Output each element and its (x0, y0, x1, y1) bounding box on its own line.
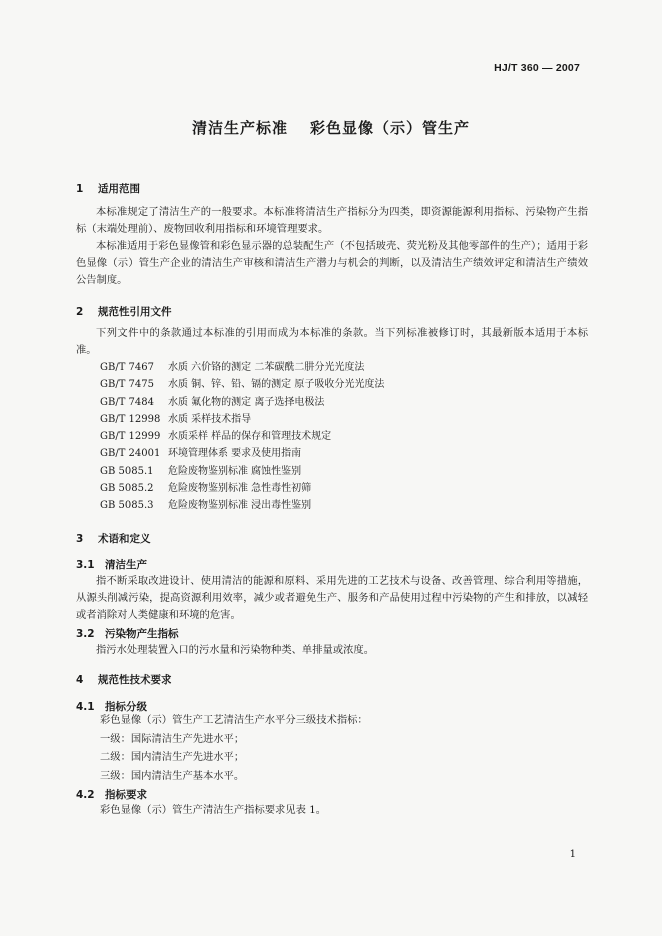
section-number: 1 (76, 183, 84, 195)
section-number: 3.1 (76, 559, 95, 571)
section-number: 4 (76, 674, 84, 686)
section-4-heading (76, 672, 172, 687)
section-number: 3 (76, 533, 84, 545)
section-3-1-paragraph: 指不断采取改进设计、使用清洁的能源和原料、采用先进的工艺技术与设备、改善管理、综合利用等措施，从源头削减污染，提高资源利用效率，减少或者避免生产、服务和产品使用过程中污染物的产生和排放，以减轻或者消除对人类健康和环境的危害。 (76, 575, 588, 621)
reference-name: 危险废物鉴别标准 腐蚀性鉴别 (168, 465, 302, 477)
standard-code: HJ/T 360 — 2007 (494, 62, 580, 74)
reference-item (100, 445, 384, 462)
section-1-paragraph-2: 本标准适用于彩色显像管和彩色显示器的总装配生产（不包括玻壳、荧光粉及其他零部件的生产）；适用于彩色显像（示）管生产企业的清洁生产审核和清洁生产潜力与机会的判断，以及清洁生产绩效评定和清洁生产绩效公告制度。 (76, 240, 588, 286)
reference-name: 水质 氟化物的测定 离子选择电极法 (168, 396, 325, 408)
list-item: 彩色显像（示）管生产工艺清洁生产水平分三级技术指标： (100, 714, 368, 726)
section-title: 规范性引用文件 (98, 306, 172, 318)
section-number: 4.2 (76, 789, 95, 801)
section-1-paragraph-1: 本标准规定了清洁生产的一般要求。本标准将清洁生产指标分为四类，即资源能源利用指标、污染物产生指标（末端处理前）、废物回收利用指标和环境管理要求。 (76, 206, 588, 235)
grade-list (100, 711, 368, 785)
section-title: 术语和定义 (98, 533, 151, 545)
section-number: 2 (76, 306, 84, 318)
reference-code: GB/T 7467 (100, 362, 155, 373)
reference-name: 水质 六价铬的测定 二苯碳酰二肼分光光度法 (168, 362, 365, 373)
section-title: 指标要求 (105, 789, 147, 801)
section-title: 清洁生产 (105, 559, 147, 571)
list-item: 三级：国内清洁生产基本水平。 (100, 769, 245, 782)
reference-code: GB/T 12998 (100, 413, 161, 425)
section-4-2-paragraph: 彩色显像（示）管生产清洁生产指标要求见表 1。 (100, 804, 327, 816)
reference-item (100, 359, 384, 376)
title-part-2: 彩色显像（示）管生产 (310, 119, 471, 137)
reference-name: 环境管理体系 要求及使用指南 (168, 448, 302, 460)
section-1-heading (76, 181, 140, 196)
section-2-paragraph: 下列文件中的条款通过本标准的引用而成为本标准的条款。当下列标准被修订时，其最新版本适用于本标准。 (76, 327, 588, 356)
list-item: 二级：国内清洁生产先进水平； (100, 751, 245, 763)
reference-name: 水质 采样技术指导 (168, 413, 252, 425)
section-2-heading (76, 304, 172, 319)
section-number: 4.1 (76, 701, 95, 713)
reference-name: 危险废物鉴别标准 急性毒性初筛 (168, 483, 312, 495)
reference-code: GB/T 12999 (100, 431, 161, 443)
section-3-heading (76, 531, 151, 546)
reference-item (100, 480, 384, 497)
section-title: 规范性技术要求 (98, 674, 172, 686)
section-title: 污染物产生指标 (105, 628, 179, 640)
reference-code: GB 5085.2 (100, 483, 154, 495)
list-item: 一级：国际清洁生产先进水平； (100, 732, 245, 745)
section-number: 3.2 (76, 628, 95, 640)
reference-name: 危险废物鉴别标准 浸出毒性鉴别 (168, 500, 312, 512)
reference-item (100, 394, 384, 411)
reference-item (100, 497, 384, 514)
section-3-2-paragraph: 指污水处理装置入口的污水量和污染物种类、单排量或浓度。 (96, 644, 375, 656)
reference-name: 水质采样 样品的保存和管理技术规定 (168, 431, 332, 443)
section-3-1-heading (76, 557, 147, 572)
reference-code: GB 5085.3 (100, 500, 154, 512)
section-3-2-heading (76, 626, 179, 641)
reference-code: GB/T 24001 (100, 448, 161, 460)
reference-item (100, 463, 384, 480)
title-part-1: 清洁生产标准 (191, 119, 288, 137)
reference-item (100, 376, 384, 393)
document-title (0, 117, 662, 138)
section-4-2-heading (76, 787, 147, 802)
section-title: 指标分级 (105, 701, 147, 713)
section-title: 适用范围 (98, 183, 140, 195)
reference-item (100, 428, 384, 445)
normative-references-list (100, 359, 384, 515)
reference-code: GB 5085.1 (100, 465, 154, 477)
reference-name: 水质 铜、锌、铅、镉的测定 原子吸收分光光度法 (168, 379, 385, 391)
page-number: 1 (569, 849, 576, 860)
reference-item (100, 411, 384, 428)
reference-code: GB/T 7484 (100, 396, 155, 408)
reference-code: GB/T 7475 (100, 379, 155, 391)
